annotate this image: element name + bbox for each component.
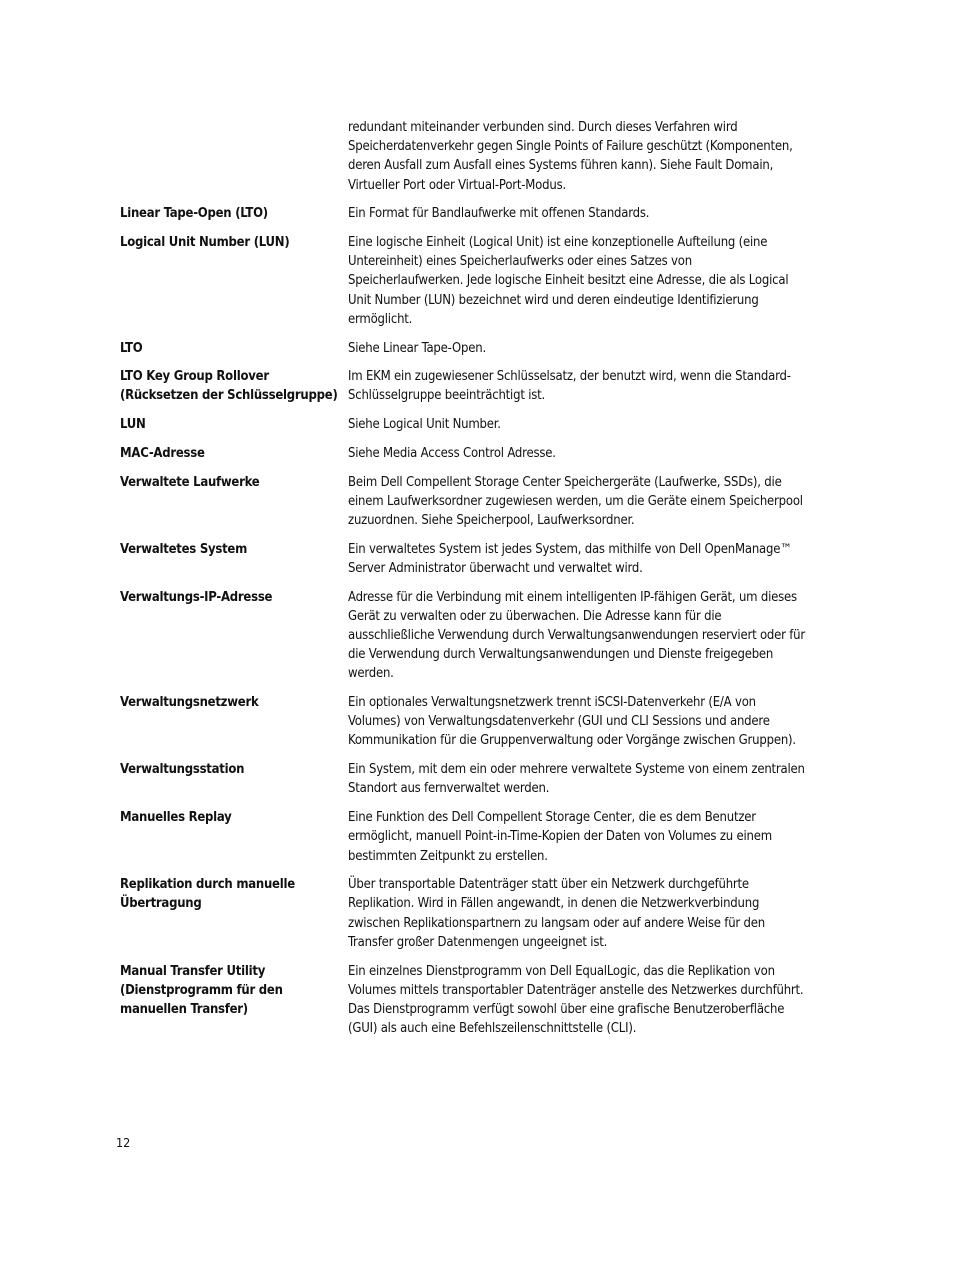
glossary-entry	[120, 204, 820, 223]
glossary-entry	[120, 444, 820, 463]
glossary-term: Verwaltungs-IP-Adresse	[120, 589, 273, 605]
glossary-term: LUN	[120, 417, 146, 433]
glossary-definition: Ein verwaltetes System ist jedes System, das mithilfe von Dell OpenManage™ Server Administrator überwacht und verwaltet wird.	[348, 541, 792, 576]
glossary-definition: Siehe Logical Unit Number.	[348, 417, 501, 433]
glossary-term: Verwaltete Laufwerke	[120, 474, 260, 490]
glossary-definition: Siehe Linear Tape-Open.	[348, 340, 486, 356]
glossary-entry	[120, 473, 820, 531]
glossary-term: Verwaltungsnetzwerk	[120, 695, 259, 711]
glossary-entry	[120, 875, 820, 952]
glossary-definition: Siehe Media Access Control Adresse.	[348, 445, 556, 461]
glossary-entry	[120, 339, 820, 358]
glossary-term: LTO Key Group Rollover (Rücksetzen der Schlüsselgruppe)	[120, 369, 338, 404]
glossary-term: LTO	[120, 340, 143, 356]
glossary-term: Verwaltetes System	[120, 541, 248, 557]
glossary-definition: Eine logische Einheit (Logical Unit) ist eine konzeptionelle Aufteilung (eine Untereinheit) eines Speicherlaufwerks oder eines Satzes von Speicherlaufwerken. Jede logische Einheit besitzt eine Adresse, die als Logical Unit Number (LUN) bezeichnet wird und deren eindeutige Identifizierung ermöglicht.	[348, 235, 789, 327]
glossary-entry	[120, 693, 820, 751]
glossary-term: Logical Unit Number (LUN)	[120, 235, 290, 251]
glossary-definition: Ein Format für Bandlaufwerke mit offenen Standards.	[348, 206, 650, 222]
glossary-entry	[120, 588, 820, 684]
glossary-definition: Adresse für die Verbindung mit einem intelligenten IP-fähigen Gerät, um dieses Gerät zu verwalten oder zu überwachen. Die Adresse kann für die ausschließliche Verwendung durch Verwaltungsanwendungen reserviert oder für die Verwendung durch Verwaltungsanwendungen und Dienste freigegeben werden.	[348, 589, 806, 682]
glossary-term	[120, 118, 348, 195]
glossary-term: Linear Tape-Open (LTO)	[120, 206, 268, 222]
glossary-definition: Eine Funktion des Dell Compellent Storage Center, die es dem Benutzer ermöglicht, manuell Point-in-Time-Kopien der Daten von Volumes zu einem bestimmten Zeitpunkt zu erstellen.	[348, 810, 772, 864]
glossary-entry	[120, 808, 820, 866]
glossary-definition: Beim Dell Compellent Storage Center Speichergeräte (Laufwerke, SSDs), die einem Laufwerksordner zugewiesen werden, um die Geräte einem Speicherpool zuzuordnen. Siehe Speicherpool, Laufwerksordner.	[348, 474, 803, 528]
glossary-term: MAC-Adresse	[120, 445, 205, 461]
glossary-entry	[120, 760, 820, 798]
glossary-term: Manual Transfer Utility (Dienstprogramm für den manuellen Transfer)	[120, 963, 283, 1017]
glossary-list	[120, 118, 820, 1048]
glossary-entry	[120, 415, 820, 434]
glossary-entry	[120, 367, 820, 405]
glossary-definition: Ein einzelnes Dienstprogramm von Dell EqualLogic, das die Replikation von Volumes mittels transportabler Datenträger anstelle des Netzwerkes durchführt. Das Dienstprogramm verfügt sowohl über eine grafische Benutzeroberfläche (GUI) als auch eine Befehlszeilenschnittstelle (CLI).	[348, 963, 804, 1037]
glossary-definition: Im EKM ein zugewiesener Schlüsselsatz, der benutzt wird, wenn die Standard-Schlüsselgruppe beeinträchtigt ist.	[348, 369, 791, 404]
glossary-definition: Ein System, mit dem ein oder mehrere verwaltete Systeme von einem zentralen Standort aus fernverwaltet werden.	[348, 762, 805, 797]
glossary-entry	[120, 233, 820, 329]
glossary-definition: redundant miteinander verbunden sind. Durch dieses Verfahren wird Speicherdatenverkehr gegen Single Points of Failure geschützt (Komponenten, deren Ausfall zum Ausfall eines Systems führen kann). Siehe Fault Domain, Virtueller Port oder Virtual-Port-Modus.	[348, 120, 793, 193]
glossary-entry	[120, 962, 820, 1039]
glossary-term: Verwaltungsstation	[120, 762, 245, 778]
glossary-entry	[120, 118, 820, 195]
glossary-definition: Ein optionales Verwaltungsnetzwerk trennt iSCSI-Datenverkehr (E/A von Volumes) von Verwaltungsdatenverkehr (GUI und CLI Sessions und andere Kommunikation für die Gruppenverwaltung oder Vorgänge zwischen Gruppen).	[348, 695, 796, 749]
page-number: 12	[116, 1135, 131, 1150]
glossary-definition: Über transportable Datenträger statt über ein Netzwerk durchgeführte Replikation. Wird in Fällen angewandt, in denen die Netzwerkverbindung zwischen Replikationspartnern zu langsam oder auf andere Weise für den Transfer großer Datenmengen ungeeignet ist.	[348, 877, 765, 950]
glossary-term: Replikation durch manuelle Übertragung	[120, 877, 295, 912]
glossary-entry	[120, 540, 820, 578]
glossary-term: Manuelles Replay	[120, 810, 232, 826]
